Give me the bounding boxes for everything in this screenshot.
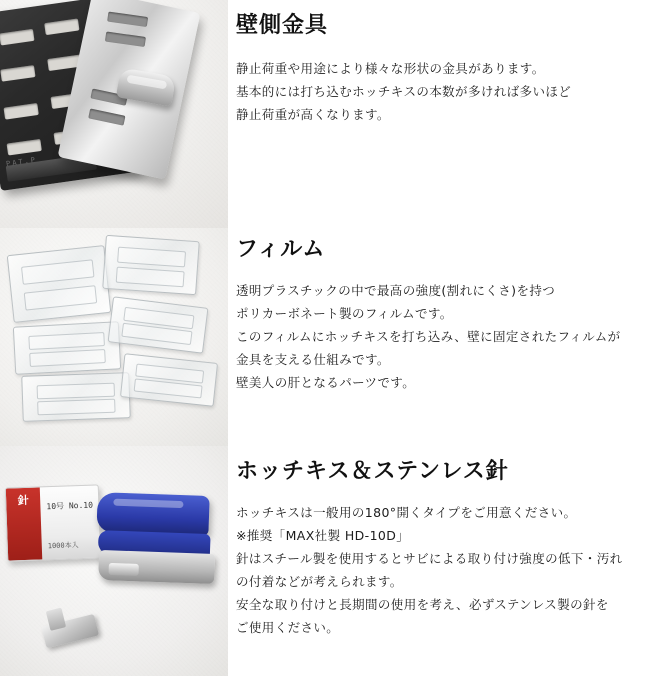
film-piece [7, 245, 112, 323]
film-body [236, 279, 640, 394]
body-line: このフィルムにホッチキスを打ち込み、壁に固定されたフィルムが [236, 329, 621, 344]
polycarbonate-films-photo [0, 228, 228, 446]
staple-box-sublabel: 1000本入 [47, 541, 79, 551]
body-line: 針はスチール製を使用するとサビによる取り付け強度の低下・汚れ [236, 551, 623, 566]
stapler-body [236, 501, 640, 639]
body-line: 安全な取り付けと長期間の使用を考え、必ずステンレス製の針を [236, 597, 609, 612]
stapler-text-column [236, 446, 640, 676]
film-piece [21, 372, 131, 422]
plate-stamp-text: PAT.P [5, 155, 38, 169]
body-line: の付着などが考えられます。 [236, 574, 403, 589]
film-window [117, 247, 186, 268]
plate-slot [88, 108, 125, 125]
section-film [0, 228, 650, 446]
section-stapler [0, 446, 650, 676]
stapler-upper-arm [96, 492, 209, 536]
staple-box-label: 10号 No.10 [46, 500, 94, 512]
film-piece [102, 235, 200, 295]
body-line: 透明プラスチックの中で最高の強度(割れにくさ)を持つ [236, 283, 556, 298]
body-line: ご使用ください。 [236, 620, 340, 635]
body-line: 壁美人の肝となるパーツです。 [236, 375, 416, 390]
plate-slot [4, 103, 39, 120]
film-window [24, 285, 97, 310]
body-line: ホッチキスは一般用の180°開くタイプをご用意ください。 [236, 505, 577, 520]
stapler-and-staples-photo [0, 446, 228, 676]
film-window [21, 259, 94, 284]
plate-slot [0, 29, 35, 46]
body-line: 静止荷重が高くなります。 [236, 107, 390, 122]
stapler-anvil [108, 563, 138, 576]
film-piece [13, 321, 121, 374]
wall-fitting-text-column [236, 0, 640, 228]
body-line: ※推奨「MAX社製 HD-10D」 [236, 528, 410, 543]
section-wall-fitting [0, 0, 650, 228]
film-window [37, 399, 115, 416]
plate-slot [44, 19, 79, 36]
film-text-column [236, 228, 640, 446]
plate-slot [105, 32, 146, 47]
body-line: 基本的には打ち込むホッチキスの本数が多ければ多いほど [236, 84, 572, 99]
film-window [37, 383, 115, 400]
plate-slot [7, 139, 42, 156]
blue-stapler [91, 482, 220, 602]
film-window [28, 332, 105, 350]
bracket-tab [46, 608, 66, 631]
body-line: 静止荷重や用途により様々な形状の金具があります。 [236, 61, 545, 76]
staple-box [5, 484, 102, 561]
film-window [29, 349, 106, 367]
body-line: ポリカーボネート製のフィルムです。 [236, 306, 453, 321]
wall-fitting-heading: 壁側金具 [236, 13, 329, 38]
wall-side-metal-fittings-photo [0, 0, 228, 228]
plate-slot [107, 12, 148, 27]
stapler-heading: ホッチキス＆ステンレス針 [236, 459, 509, 484]
staple-box-kanji: 針 [17, 493, 29, 508]
body-line: 金具を支える仕組みです。 [236, 352, 390, 367]
plate-slot [0, 65, 35, 82]
film-window [116, 267, 185, 288]
film-heading: フィルム [236, 237, 326, 262]
wall-fitting-body [236, 57, 640, 126]
